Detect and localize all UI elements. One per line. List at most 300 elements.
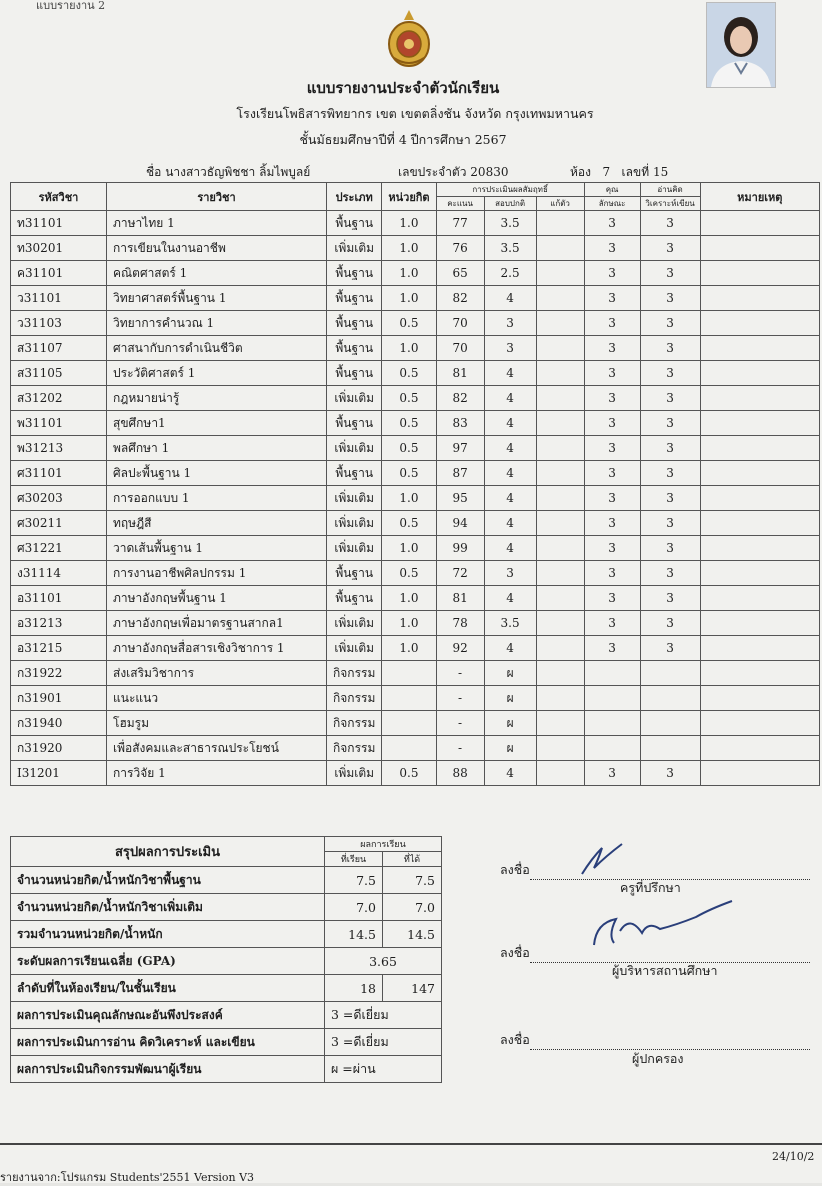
remark-cell <box>700 511 819 536</box>
credit-value: 0.5 <box>382 386 436 411</box>
table-row <box>11 311 820 336</box>
footer-divider <box>0 1143 822 1145</box>
subject-name: ศาสนากับการดำเนินชีวิต <box>107 336 327 361</box>
grade-value: 4 <box>484 636 536 661</box>
read-value <box>640 736 700 761</box>
grade-value: ผ <box>484 736 536 761</box>
subject-code: ศ31101 <box>11 461 107 486</box>
remark-cell <box>700 536 819 561</box>
char-assessment-label: ผลการประเมินคุณลักษณะอันพึงประสงค์ <box>11 1002 325 1029</box>
subject-type: เพิ่มเติม <box>327 611 382 636</box>
score-value: - <box>436 711 484 736</box>
fix-value <box>536 561 584 586</box>
subject-name: การออกแบบ 1 <box>107 486 327 511</box>
char-value: 3 <box>584 486 640 511</box>
credit-value: 1.0 <box>382 586 436 611</box>
read-value: 3 <box>640 361 700 386</box>
credit-value: 0.5 <box>382 561 436 586</box>
summary-row-label: จำนวนหน่วยกิต/น้ำหนักวิชาพื้นฐาน <box>11 867 325 894</box>
fix-value <box>536 611 584 636</box>
subject-type: กิจกรรม <box>327 736 382 761</box>
subject-type: พื้นฐาน <box>327 561 382 586</box>
table-row <box>11 661 820 686</box>
director-role: ผู้บริหารสถานศึกษา <box>612 963 718 978</box>
room-value: 7 <box>602 165 611 179</box>
credit-value: 1.0 <box>382 261 436 286</box>
student-name-field <box>146 163 310 182</box>
number-label: เลขที่ <box>621 165 650 179</box>
subject-type: เพิ่มเติม <box>327 386 382 411</box>
subject-code: ว31101 <box>11 286 107 311</box>
char-value: 3 <box>584 586 640 611</box>
summary-row-label: จำนวนหน่วยกิต/น้ำหนักวิชาเพิ่มเติม <box>11 894 325 921</box>
student-name: นางสาวธัญพิชชา ลิ้มไพบูลย์ <box>165 165 311 179</box>
fix-value <box>536 311 584 336</box>
fix-value <box>536 586 584 611</box>
summary-get-value: 7.0 <box>383 894 442 921</box>
read-value <box>640 686 700 711</box>
summary-row <box>11 867 442 894</box>
summary-row-label: รวมจำนวนหน่วยกิต/น้ำหนัก <box>11 921 325 948</box>
remark-cell <box>700 711 819 736</box>
remark-cell <box>700 336 819 361</box>
grade-value: 2.5 <box>484 261 536 286</box>
table-row <box>11 236 820 261</box>
subject-type: พื้นฐาน <box>327 261 382 286</box>
room-field <box>570 163 668 182</box>
read-value: 3 <box>640 436 700 461</box>
header-score: คะแนน <box>436 197 484 211</box>
credit-value: 0.5 <box>382 411 436 436</box>
grade-value: 3.5 <box>484 611 536 636</box>
table-row <box>11 211 820 236</box>
remark-cell <box>700 411 819 436</box>
table-row <box>11 486 820 511</box>
remark-cell <box>700 436 819 461</box>
subject-type: กิจกรรม <box>327 686 382 711</box>
credit-value: 0.5 <box>382 436 436 461</box>
table-row <box>11 411 820 436</box>
read-value: 3 <box>640 286 700 311</box>
header-assessment: การประเมินผลสัมฤทธิ์ <box>436 183 584 197</box>
table-row <box>11 711 820 736</box>
grade-table <box>10 182 820 786</box>
subject-code: พ31213 <box>11 436 107 461</box>
name-label: ชื่อ <box>146 165 162 179</box>
score-value: 78 <box>436 611 484 636</box>
remark-cell <box>700 361 819 386</box>
summary-result-header: ผลการเรียน <box>325 837 442 852</box>
subject-type: เพิ่มเติม <box>327 536 382 561</box>
summary-row <box>11 894 442 921</box>
number-value: 15 <box>652 165 669 179</box>
subject-name: วาดเส้นพื้นฐาน 1 <box>107 536 327 561</box>
read-value: 3 <box>640 211 700 236</box>
fix-value <box>536 511 584 536</box>
grade-value: 4 <box>484 286 536 311</box>
gpa-value: 3.65 <box>325 948 442 975</box>
grade-value: ผ <box>484 711 536 736</box>
credit-value: 1.0 <box>382 336 436 361</box>
print-date: 24/10/2 <box>772 1150 815 1163</box>
grade-value: 4 <box>484 436 536 461</box>
summary-study-value: 7.0 <box>325 894 383 921</box>
grade-value: 4 <box>484 361 536 386</box>
student-id: 20830 <box>470 165 509 179</box>
credit-value: 0.5 <box>382 361 436 386</box>
grade-value: 4 <box>484 536 536 561</box>
subject-type: กิจกรรม <box>327 661 382 686</box>
table-row <box>11 586 820 611</box>
char-value: 3 <box>584 561 640 586</box>
subject-name: ส่งเสริมวิชาการ <box>107 661 327 686</box>
credit-value: 1.0 <box>382 211 436 236</box>
summary-col-study: ที่เรียน <box>325 852 383 867</box>
read-value: 3 <box>640 561 700 586</box>
char-value: 3 <box>584 236 640 261</box>
fix-value <box>536 411 584 436</box>
score-value: 82 <box>436 286 484 311</box>
table-row <box>11 536 820 561</box>
subject-name: แนะแนว <box>107 686 327 711</box>
subject-type: พื้นฐาน <box>327 586 382 611</box>
subject-code: ก31901 <box>11 686 107 711</box>
table-row <box>11 436 820 461</box>
subject-code: ส31202 <box>11 386 107 411</box>
char-value: 3 <box>584 211 640 236</box>
grade-value: 3.5 <box>484 211 536 236</box>
class-line: ชั้นมัธยมศึกษาปีที่ 4 ปีการศึกษา 2567 <box>299 132 507 147</box>
subject-name: ประวัติศาสตร์ 1 <box>107 361 327 386</box>
score-value: 76 <box>436 236 484 261</box>
read-value: 3 <box>640 611 700 636</box>
sign-label: ลงชื่อ <box>500 1032 530 1047</box>
room-label: ห้อง <box>570 165 591 179</box>
school-emblem-icon <box>386 8 432 68</box>
char-value: 3 <box>584 436 640 461</box>
credit-value: 0.5 <box>382 761 436 786</box>
fix-value <box>536 236 584 261</box>
remark-cell <box>700 261 819 286</box>
header-normal: สอบปกติ <box>484 197 536 211</box>
read-value: 3 <box>640 511 700 536</box>
credit-value: 0.5 <box>382 511 436 536</box>
char-value: 3 <box>584 386 640 411</box>
summary-study-value: 14.5 <box>325 921 383 948</box>
char-value: 3 <box>584 286 640 311</box>
subject-name: ศิลปะพื้นฐาน 1 <box>107 461 327 486</box>
read-value: 3 <box>640 336 700 361</box>
remark-cell <box>700 286 819 311</box>
fix-value <box>536 436 584 461</box>
grade-value: 3.5 <box>484 236 536 261</box>
grade-value: 3 <box>484 336 536 361</box>
char-value: 3 <box>584 461 640 486</box>
rank-label: ลำดับที่ในห้องเรียน/ในชั้นเรียน <box>11 975 325 1002</box>
grade-value: 4 <box>484 511 536 536</box>
fix-value <box>536 261 584 286</box>
score-value: 70 <box>436 311 484 336</box>
summary-title: สรุปผลการประเมิน <box>11 837 325 867</box>
grade-value: 4 <box>484 461 536 486</box>
subject-code: ศ30203 <box>11 486 107 511</box>
remark-cell <box>700 586 819 611</box>
subject-code: ว31103 <box>11 311 107 336</box>
read-assessment-label: ผลการประเมินการอ่าน คิดวิเคราะห์ และเขียน <box>11 1029 325 1056</box>
remark-cell <box>700 236 819 261</box>
fix-value <box>536 736 584 761</box>
student-id-field <box>398 163 508 182</box>
fix-value <box>536 636 584 661</box>
header-credit: หน่วยกิต <box>382 183 436 211</box>
report-title: แบบรายงานประจำตัวนักเรียน <box>306 79 500 97</box>
subject-type: พื้นฐาน <box>327 361 382 386</box>
subject-type: เพิ่มเติม <box>327 511 382 536</box>
table-row <box>11 286 820 311</box>
remark-cell <box>700 661 819 686</box>
header-read-bottom: วิเคราะห์เขียน <box>640 197 700 211</box>
score-value: 81 <box>436 586 484 611</box>
score-value: 65 <box>436 261 484 286</box>
table-row <box>11 736 820 761</box>
grade-value: ผ <box>484 686 536 711</box>
subject-name: พลศึกษา 1 <box>107 436 327 461</box>
fix-value <box>536 536 584 561</box>
fix-value <box>536 286 584 311</box>
table-row <box>11 511 820 536</box>
score-value: 99 <box>436 536 484 561</box>
fix-value <box>536 711 584 736</box>
subject-type: เพิ่มเติม <box>327 486 382 511</box>
remark-cell <box>700 736 819 761</box>
parent-signature-line <box>500 1030 810 1050</box>
subject-code: ศ30211 <box>11 511 107 536</box>
credit-value <box>382 711 436 736</box>
subject-name: คณิตศาสตร์ 1 <box>107 261 327 286</box>
grade-value: 4 <box>484 386 536 411</box>
subject-name: วิทยาศาสตร์พื้นฐาน 1 <box>107 286 327 311</box>
subject-code: ส31105 <box>11 361 107 386</box>
sign-label: ลงชื่อ <box>500 862 530 877</box>
subject-name: ทฤษฎีสี <box>107 511 327 536</box>
grade-value: 4 <box>484 411 536 436</box>
score-value: 87 <box>436 461 484 486</box>
subject-name: ภาษาอังกฤษเพื่อมาตรฐานสากล1 <box>107 611 327 636</box>
subject-code: ส31107 <box>11 336 107 361</box>
activity-assessment-label: ผลการประเมินกิจกรรมพัฒนาผู้เรียน <box>11 1056 325 1083</box>
school-line: โรงเรียนโพธิสารพิทยากร เขต เขตตลิ่งชัน จังหวัด กรุงเทพมหานคร <box>236 106 594 121</box>
score-value: 81 <box>436 361 484 386</box>
director-signature-icon <box>586 895 736 955</box>
rank-room-value: 18 <box>325 975 383 1002</box>
credit-value <box>382 736 436 761</box>
credit-value: 1.0 <box>382 236 436 261</box>
grade-value: 4 <box>484 761 536 786</box>
summary-study-value: 7.5 <box>325 867 383 894</box>
advisor-signature-icon <box>572 838 632 878</box>
subject-type: กิจกรรม <box>327 711 382 736</box>
char-value: 3 <box>584 336 640 361</box>
char-value <box>584 686 640 711</box>
remark-cell <box>700 561 819 586</box>
remark-cell <box>700 461 819 486</box>
credit-value: 0.5 <box>382 311 436 336</box>
summary-get-value: 7.5 <box>383 867 442 894</box>
read-value: 3 <box>640 261 700 286</box>
remark-cell <box>700 211 819 236</box>
table-row <box>11 461 820 486</box>
char-value <box>584 736 640 761</box>
char-value <box>584 661 640 686</box>
score-value: 72 <box>436 561 484 586</box>
rank-class-value: 147 <box>383 975 442 1002</box>
read-value: 3 <box>640 386 700 411</box>
subject-type: เพิ่มเติม <box>327 436 382 461</box>
summary-col-get: ที่ได้ <box>383 852 442 867</box>
summary-row <box>11 921 442 948</box>
credit-value <box>382 686 436 711</box>
gpa-label: ระดับผลการเรียนเฉลี่ย (GPA) <box>11 948 325 975</box>
char-value: 3 <box>584 611 640 636</box>
char-value: 3 <box>584 261 640 286</box>
remark-cell <box>700 311 819 336</box>
header-remark: หมายเหตุ <box>700 183 819 211</box>
fix-value <box>536 486 584 511</box>
footer-source: รายงานจาก:โปรแกรม Students'2551 Version V3 <box>0 1171 255 1184</box>
grade-value: 4 <box>484 586 536 611</box>
read-value: 3 <box>640 761 700 786</box>
read-value: 3 <box>640 311 700 336</box>
char-value <box>584 711 640 736</box>
header-read-top: อ่านคิด <box>640 183 700 197</box>
subject-name: สุขศึกษา1 <box>107 411 327 436</box>
advisor-signature-line <box>500 860 810 880</box>
grade-table-body <box>11 211 820 786</box>
read-value: 3 <box>640 536 700 561</box>
read-value: 3 <box>640 461 700 486</box>
char-value: 3 <box>584 511 640 536</box>
fix-value <box>536 336 584 361</box>
remark-cell <box>700 636 819 661</box>
grade-value: 3 <box>484 561 536 586</box>
subject-type: พื้นฐาน <box>327 461 382 486</box>
table-row <box>11 561 820 586</box>
header-code: รหัสวิชา <box>11 183 107 211</box>
table-row <box>11 336 820 361</box>
subject-code: อ31215 <box>11 636 107 661</box>
score-value: 92 <box>436 636 484 661</box>
score-value: 97 <box>436 436 484 461</box>
score-value: 88 <box>436 761 484 786</box>
score-value: - <box>436 686 484 711</box>
remark-cell <box>700 686 819 711</box>
subject-code: ท31101 <box>11 211 107 236</box>
read-value <box>640 711 700 736</box>
subject-name: ภาษาอังกฤษพื้นฐาน 1 <box>107 586 327 611</box>
subject-code: ง31114 <box>11 561 107 586</box>
remark-cell <box>700 486 819 511</box>
subject-code: อ31213 <box>11 611 107 636</box>
subject-name: ภาษาไทย 1 <box>107 211 327 236</box>
score-value: 94 <box>436 511 484 536</box>
table-row <box>11 361 820 386</box>
grade-value: ผ <box>484 661 536 686</box>
subject-type: พื้นฐาน <box>327 211 382 236</box>
sign-label: ลงชื่อ <box>500 945 530 960</box>
parent-role: ผู้ปกครอง <box>632 1051 684 1066</box>
read-value: 3 <box>640 486 700 511</box>
fix-value <box>536 461 584 486</box>
subject-name: การวิจัย 1 <box>107 761 327 786</box>
summary-table <box>10 836 442 1083</box>
score-value: 82 <box>436 386 484 411</box>
score-value: 83 <box>436 411 484 436</box>
subject-code: ก31920 <box>11 736 107 761</box>
remark-cell <box>700 386 819 411</box>
subject-name: โฮมรูม <box>107 711 327 736</box>
advisor-role: ครูที่ปรึกษา <box>620 880 681 895</box>
fix-value <box>536 211 584 236</box>
score-value: 77 <box>436 211 484 236</box>
credit-value <box>382 661 436 686</box>
table-row <box>11 761 820 786</box>
read-assessment-value: 3 =ดีเยี่ยม <box>325 1029 442 1056</box>
fix-value <box>536 661 584 686</box>
remark-cell <box>700 761 819 786</box>
credit-value: 1.0 <box>382 536 436 561</box>
credit-value: 1.0 <box>382 486 436 511</box>
activity-assessment-value: ผ =ผ่าน <box>325 1056 442 1083</box>
subject-type: เพิ่มเติม <box>327 636 382 661</box>
subject-type: พื้นฐาน <box>327 336 382 361</box>
char-value: 3 <box>584 311 640 336</box>
score-value: - <box>436 736 484 761</box>
header-char-top: คุณ <box>584 183 640 197</box>
header-char-bottom: ลักษณะ <box>584 197 640 211</box>
header-subject: รายวิชา <box>107 183 327 211</box>
fix-value <box>536 686 584 711</box>
table-row <box>11 261 820 286</box>
subject-name: กฎหมายน่ารู้ <box>107 386 327 411</box>
read-value <box>640 661 700 686</box>
char-value: 3 <box>584 361 640 386</box>
char-value: 3 <box>584 536 640 561</box>
subject-type: พื้นฐาน <box>327 311 382 336</box>
subject-type: พื้นฐาน <box>327 286 382 311</box>
header-type: ประเภท <box>327 183 382 211</box>
score-value: 70 <box>436 336 484 361</box>
grade-value: 3 <box>484 311 536 336</box>
grade-value: 4 <box>484 486 536 511</box>
credit-value: 1.0 <box>382 611 436 636</box>
read-value: 3 <box>640 586 700 611</box>
subject-code: ค31101 <box>11 261 107 286</box>
score-value: 95 <box>436 486 484 511</box>
char-value: 3 <box>584 636 640 661</box>
header-fix: แก้ตัว <box>536 197 584 211</box>
remark-cell <box>700 611 819 636</box>
table-row <box>11 611 820 636</box>
table-row <box>11 636 820 661</box>
subject-name: ภาษาอังกฤษสื่อสารเชิงวิชาการ 1 <box>107 636 327 661</box>
summary-get-value: 14.5 <box>383 921 442 948</box>
subject-code: อ31101 <box>11 586 107 611</box>
subject-type: เพิ่มเติม <box>327 761 382 786</box>
credit-value: 1.0 <box>382 636 436 661</box>
subject-name: การงานอาชีพศิลปกรรม 1 <box>107 561 327 586</box>
char-assessment-value: 3 =ดีเยี่ยม <box>325 1002 442 1029</box>
read-value: 3 <box>640 411 700 436</box>
